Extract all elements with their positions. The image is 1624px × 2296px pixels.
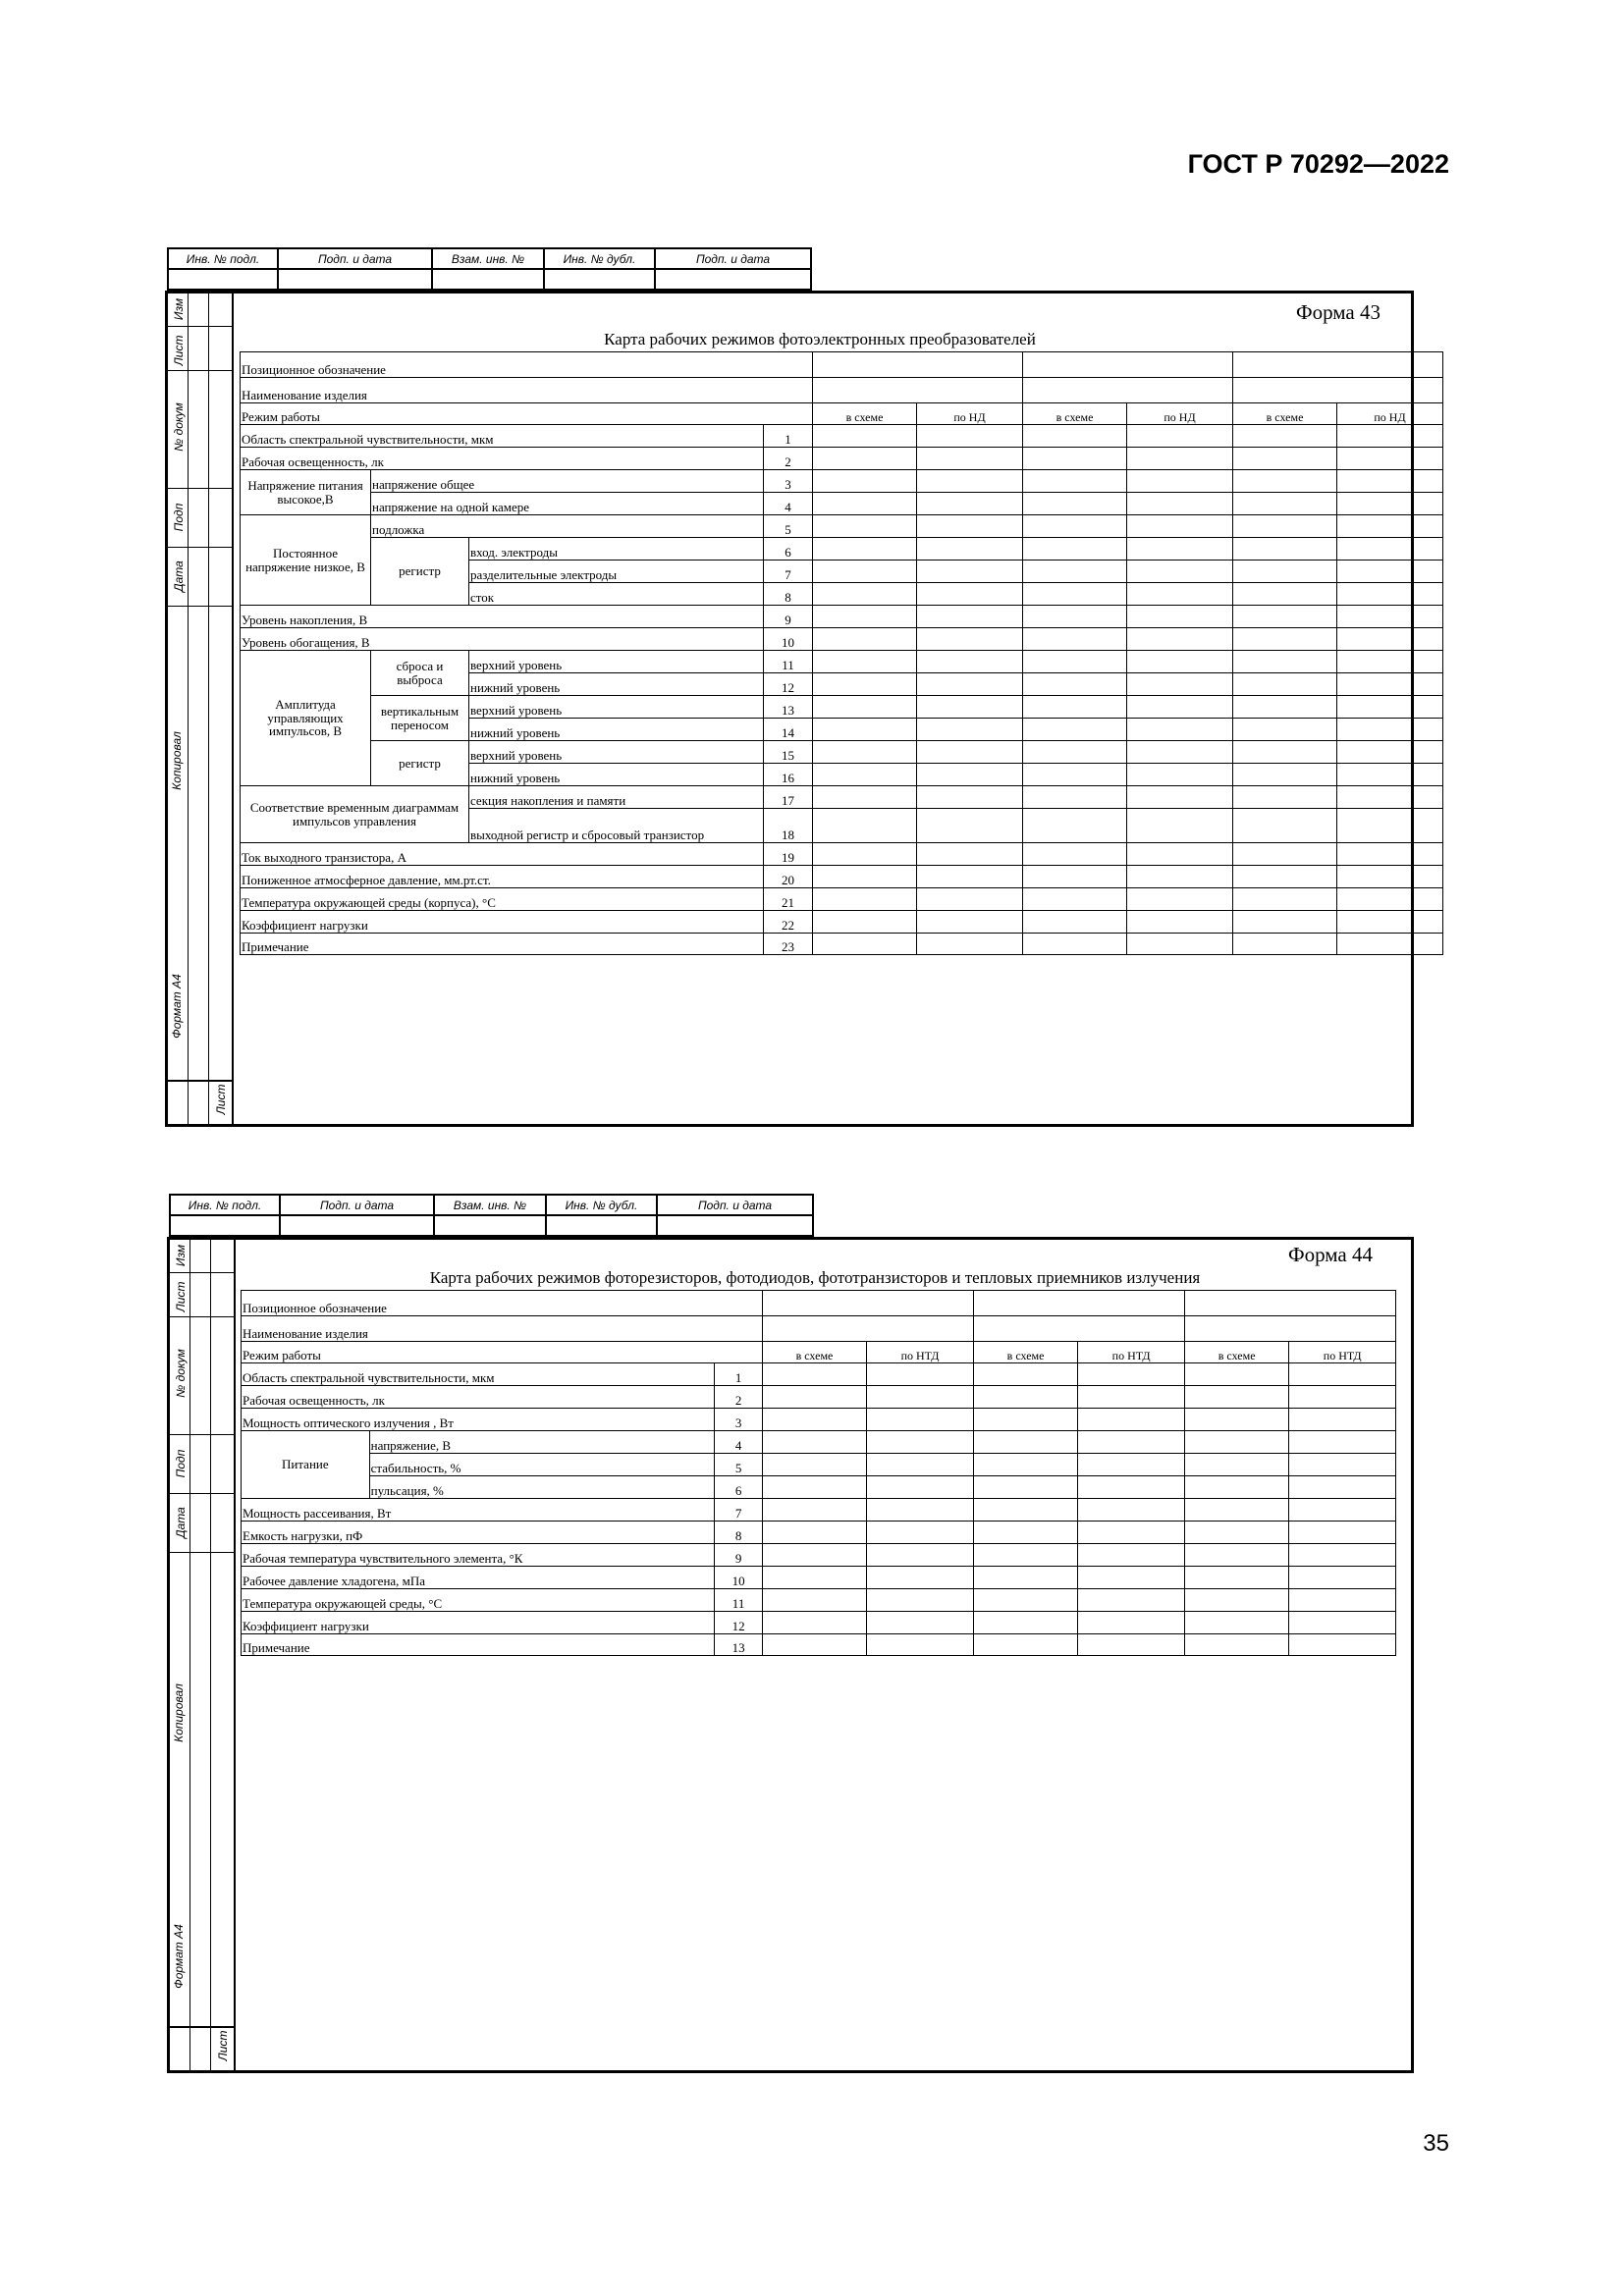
row-number: 14 — [764, 719, 813, 741]
side-label-kopiroval: Копировал — [172, 1683, 186, 1742]
row-label: Температура окружающей среды, °С — [242, 1589, 715, 1612]
row-label: секция накопления и памяти — [469, 786, 764, 809]
row-number: 6 — [764, 538, 813, 561]
form-number-43: Форма 43 — [1296, 300, 1380, 324]
stamp-vzam-inv: Взам. инв. № — [432, 248, 544, 269]
row-number: 18 — [764, 809, 813, 843]
row-number: 23 — [764, 934, 813, 955]
side-strip-43 — [167, 293, 234, 1125]
row-label: Область спектральной чувствительности, мкм — [241, 425, 764, 448]
row-number: 4 — [764, 493, 813, 515]
row-label: Емкость нагрузки, пФ — [242, 1522, 715, 1544]
row-label: верхний уровень — [469, 651, 764, 673]
side-label-podp: Подп — [172, 503, 186, 532]
row-label: вход. электроды — [469, 538, 764, 561]
side-label-format: Формат А4 — [170, 974, 184, 1039]
row-number: 2 — [764, 448, 813, 470]
stamp-podp-data-2: Подп. и дата — [657, 1195, 813, 1215]
subgroup-label: регистр — [371, 538, 469, 606]
row-number: 9 — [715, 1544, 762, 1567]
side-label-list: Лист — [174, 1281, 188, 1312]
side-label-format: Формат А4 — [172, 1924, 186, 1989]
table-form-43 — [240, 351, 1443, 955]
row-label: Коэффициент нагрузки — [242, 1612, 715, 1634]
row-number: 3 — [715, 1409, 762, 1431]
mode-label: Режим работы — [242, 1342, 763, 1363]
row-number: 1 — [764, 425, 813, 448]
row-label: Пониженное атмосферное давление, мм.рт.ст. — [241, 866, 764, 888]
row-label: сток — [469, 583, 764, 606]
mode-col-4: по НТД — [1078, 1342, 1185, 1363]
stamp-inv-dubl: Инв. № дубл. — [546, 1195, 657, 1215]
subgroup-label: регистр — [371, 741, 469, 786]
row-number: 12 — [764, 673, 813, 696]
row-label: верхний уровень — [469, 696, 764, 719]
mode-label: Режим работы — [241, 403, 813, 425]
subgroup-label: сброса и выброса — [371, 651, 469, 696]
row-label: Область спектральной чувствительности, мкм — [242, 1363, 715, 1386]
row-number: 7 — [715, 1499, 762, 1522]
row-label: Рабочее давление хладогена, мПа — [242, 1567, 715, 1589]
row-number: 9 — [764, 606, 813, 628]
mode-col-5: в схеме — [1184, 1342, 1289, 1363]
side-label-data: Дата — [174, 1507, 188, 1538]
stamp-podp-data-2: Подп. и дата — [655, 248, 811, 269]
mode-col-6: по НД — [1337, 403, 1443, 425]
row-label: Рабочая температура чувствительного элемента, °К — [242, 1544, 715, 1567]
pos-label: Позиционное обозначение — [241, 352, 813, 378]
form-43-title: Карта рабочих режимов фотоэлектронных преобразователей — [604, 330, 1036, 348]
row-number: 5 — [715, 1454, 762, 1476]
row-label: нижний уровень — [469, 673, 764, 696]
row-label: Рабочая освещенность, лк — [242, 1386, 715, 1409]
stamp-podp-data: Подп. и дата — [278, 248, 432, 269]
row-number: 11 — [764, 651, 813, 673]
row-label: Мощность оптического излучения , Вт — [242, 1409, 715, 1431]
row-number: 10 — [764, 628, 813, 651]
mode-col-6: по НТД — [1289, 1342, 1396, 1363]
side-label-nomer: № докум — [172, 402, 186, 452]
group-label: Напряжение питания высокое,В — [241, 470, 371, 515]
row-label: разделительные электроды — [469, 561, 764, 583]
row-label: Уровень накопления, В — [241, 606, 764, 628]
mode-col-3: в схеме — [1023, 403, 1127, 425]
row-number: 19 — [764, 843, 813, 866]
side-label-izm: Изм — [174, 1244, 188, 1267]
row-number: 13 — [715, 1634, 762, 1656]
side-label-kopiroval: Копировал — [170, 731, 184, 790]
form-44-title: Карта рабочих режимов фоторезисторов, фотодиодов, фототранзисторов и тепловых приемников излучения — [429, 1268, 1201, 1287]
row-number: 10 — [715, 1567, 762, 1589]
stamp-table-top — [167, 247, 812, 291]
mode-col-4: по НД — [1127, 403, 1233, 425]
stamp-vzam-inv: Взам. инв. № — [434, 1195, 546, 1215]
group-label: Амплитуда управляющих импульсов, В — [241, 651, 371, 786]
document-title: ГОСТ Р 70292—2022 — [1187, 149, 1449, 179]
stamp-inv-podl: Инв. № подл. — [170, 1195, 280, 1215]
row-label: нижний уровень — [469, 764, 764, 786]
pos-label: Позиционное обозначение — [242, 1291, 763, 1316]
row-label: Коэффициент нагрузки — [241, 911, 764, 934]
mode-col-1: в схеме — [762, 1342, 867, 1363]
side-label-podp: Подп — [174, 1449, 188, 1478]
mode-col-2: по НТД — [867, 1342, 974, 1363]
side-label-list-bottom: Лист — [216, 2030, 230, 2061]
row-number: 1 — [715, 1363, 762, 1386]
side-label-list-bottom: Лист — [214, 1084, 228, 1115]
subgroup-label: вертикальным переносом — [371, 696, 469, 741]
row-number: 4 — [715, 1431, 762, 1454]
stamp-podp-data: Подп. и дата — [280, 1195, 434, 1215]
row-number: 3 — [764, 470, 813, 493]
row-label: Мощность рассеивания, Вт — [242, 1499, 715, 1522]
row-number: 2 — [715, 1386, 762, 1409]
row-label: выходной регистр и сбросовый транзистор — [469, 809, 764, 843]
row-number: 15 — [764, 741, 813, 764]
name-label: Наименование изделия — [242, 1316, 763, 1342]
row-number: 13 — [764, 696, 813, 719]
row-number: 8 — [764, 583, 813, 606]
side-label-list: Лист — [172, 335, 186, 366]
name-label: Наименование изделия — [241, 378, 813, 403]
row-label: подложка — [371, 515, 764, 538]
row-label: Примечание — [242, 1634, 715, 1656]
side-label-izm: Изм — [172, 297, 186, 321]
group-label: Питание — [242, 1431, 370, 1499]
side-strip-44 — [169, 1239, 236, 2071]
group-label: Соответствие временным диаграммам импульсов управления — [241, 786, 469, 843]
row-number: 11 — [715, 1589, 762, 1612]
row-label: Уровень обогащения, В — [241, 628, 764, 651]
row-label: пульсация, % — [369, 1476, 715, 1499]
stamp-table-bottom — [169, 1194, 814, 1237]
stamp-inv-dubl: Инв. № дубл. — [544, 248, 655, 269]
stamp-inv-podl: Инв. № подл. — [168, 248, 278, 269]
row-number: 6 — [715, 1476, 762, 1499]
mode-col-3: в схеме — [973, 1342, 1078, 1363]
row-number: 8 — [715, 1522, 762, 1544]
row-number: 17 — [764, 786, 813, 809]
row-label: напряжение, В — [369, 1431, 715, 1454]
row-label: Примечание — [241, 934, 764, 955]
row-number: 5 — [764, 515, 813, 538]
row-label: Температура окружающей среды (корпуса), °С — [241, 888, 764, 911]
row-label: Ток выходного транзистора, А — [241, 843, 764, 866]
row-number: 21 — [764, 888, 813, 911]
side-label-data: Дата — [172, 561, 186, 592]
mode-col-5: в схеме — [1233, 403, 1337, 425]
row-label: напряжение на одной камере — [371, 493, 764, 515]
form-number-44: Форма 44 — [1288, 1243, 1373, 1266]
row-number: 22 — [764, 911, 813, 934]
table-form-44 — [241, 1290, 1396, 1656]
side-label-nomer: № докум — [174, 1349, 188, 1398]
row-number: 20 — [764, 866, 813, 888]
row-label: напряжение общее — [371, 470, 764, 493]
row-label: нижний уровень — [469, 719, 764, 741]
group-label: Постоянное напряжение низкое, В — [241, 515, 371, 606]
row-number: 12 — [715, 1612, 762, 1634]
row-label: Рабочая освещенность, лк — [241, 448, 764, 470]
row-number: 7 — [764, 561, 813, 583]
mode-col-1: в схеме — [813, 403, 917, 425]
row-label: стабильность, % — [369, 1454, 715, 1476]
page-number: 35 — [1423, 2130, 1449, 2157]
row-label: верхний уровень — [469, 741, 764, 764]
row-number: 16 — [764, 764, 813, 786]
mode-col-2: по НД — [917, 403, 1023, 425]
